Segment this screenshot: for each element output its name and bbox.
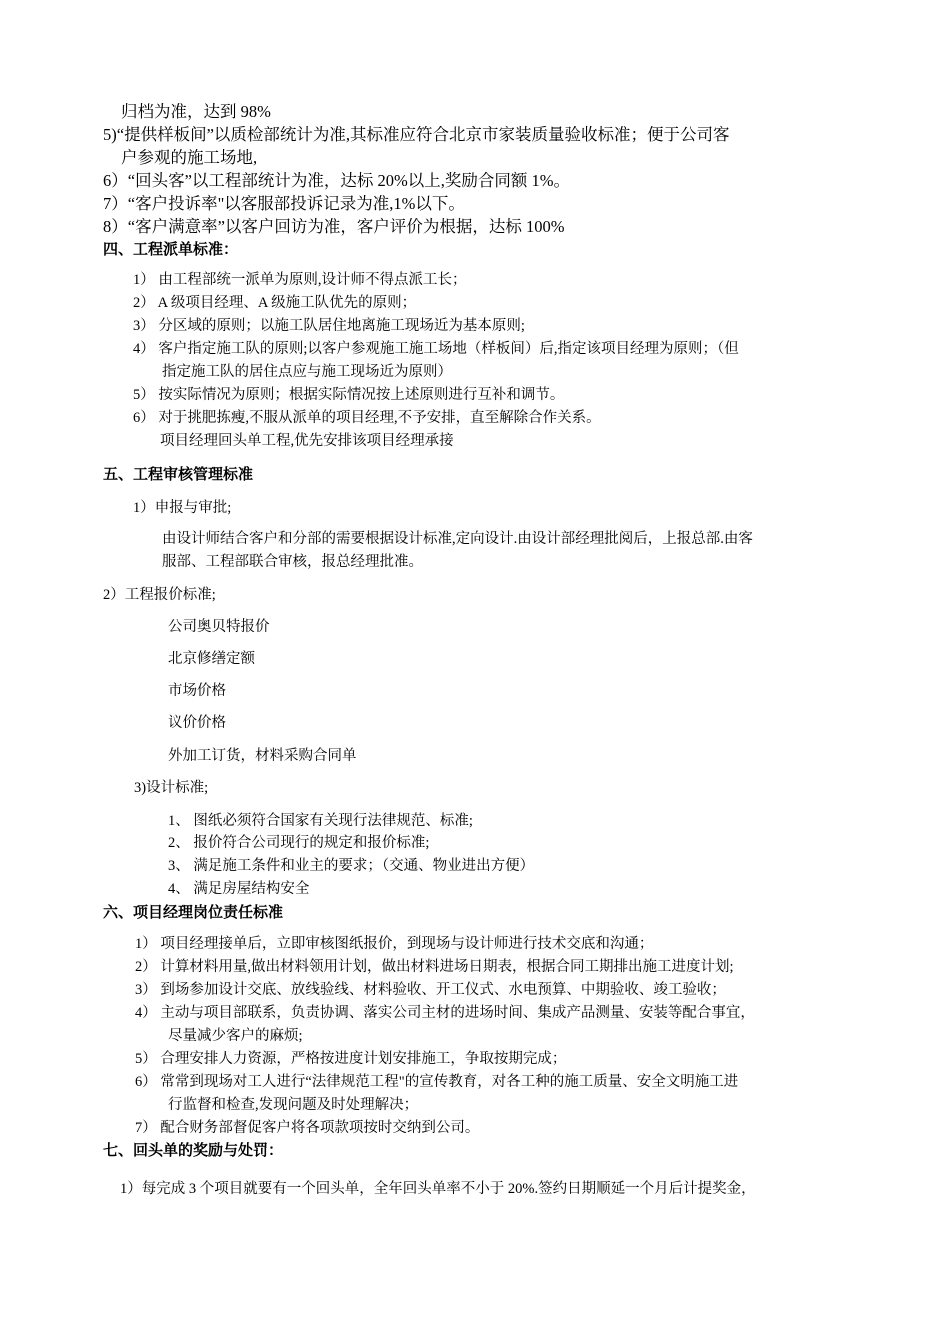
section-5-sub1-body: 由设计师结合客户和分部的需要根据设计标准,定向设计.由设计部经理批阅后，上报总部.由客 — [162, 531, 753, 547]
section-6-item: 1） 项目经理接单后，立即审核图纸报价，到现场与设计师进行技术交底和沟通； — [135, 936, 654, 952]
section-6-item: 5） 合理安排人力资源，严格按进度计划安排施工，争取按期完成； — [135, 1051, 567, 1067]
section-4-item: 3） 分区域的原则；以施工队居住地离施工现场近为基本原则; — [133, 318, 525, 334]
section-4-item: 指定施工队的居住点应与施工现场近为原则） — [162, 364, 452, 380]
section-4-item: 5） 按实际情况为原则；根据实际情况按上述原则进行互补和调节。 — [133, 387, 565, 403]
top-list-item-6: 6）“回头客”以工程部统计为准，达标 20%以上,奖励合同额 1%。 — [103, 171, 571, 190]
section-5-sub3-item: 3、 满足施工条件和业主的要求；（交通、物业进出方便） — [168, 858, 535, 874]
section-6-heading: 六、项目经理岗位责任标准 — [103, 905, 284, 921]
section-6-item: 6） 常常到现场对工人进行“法律规范工程"的宣传教育，对各工种的施工质量、安全文明施工进 — [135, 1074, 739, 1090]
top-list-line: 归档为准，达到 98% — [121, 102, 271, 121]
section-4-heading: 四、工程派单标准： — [103, 242, 239, 258]
section-4-item: 6） 对于挑肥拣瘦,不服从派单的项目经理,不予安排，直至解除合作关系。 — [133, 410, 601, 426]
section-6-item: 2） 计算材料用量,做出材料领用计划，做出材料进场日期表，根据合同工期排出施工进度计划; — [135, 959, 734, 975]
top-list-line: 户参观的施工场地, — [121, 148, 258, 167]
section-7-heading: 七、回头单的奖励与处罚： — [103, 1143, 284, 1159]
section-4-item: 项目经理回头单工程,优先安排该项目经理承接 — [160, 433, 454, 449]
section-6-item: 尽量减少客户的麻烦; — [168, 1028, 303, 1044]
section-6-item: 3） 到场参加设计交底、放线验线、材料验收、开工仪式、水电预算、中期验收、竣工验收； — [135, 982, 726, 998]
section-4-item: 4） 客户指定施工队的原则;以客户参观施工施工场地（样板间）后,指定该项目经理为原则；（但 — [133, 341, 739, 357]
section-4-item: 1） 由工程部统一派单为原则,设计师不得点派工长； — [133, 272, 467, 288]
top-list-item-7: 7）“客户投诉率"以客服部投诉记录为准,1%以下。 — [103, 194, 465, 213]
top-list-item-8: 8）“客户满意率”以客户回访为准，客户评价为根据，达标 100% — [103, 217, 565, 236]
section-5-sub1-title: 1）申报与审批; — [133, 500, 232, 516]
section-5-sub3-item: 4、 满足房屋结构安全 — [168, 881, 310, 897]
section-5-sub1-body: 服部、工程部联合审核，报总经理批准。 — [162, 554, 423, 570]
top-list-item-5: 5)“提供样板间”以质检部统计为准,其标准应符合北京市家装质量验收标准；便于公司客 — [103, 125, 730, 144]
section-6-item: 4） 主动与项目部联系，负责协调、落实公司主材的进场时间、集成产品测量、安装等配合事宜， — [135, 1005, 755, 1021]
section-7-item: 1）每完成 3 个项目就要有一个回头单，全年回头单率不小于 20%.签约日期顺延一个月后计提奖金， — [120, 1181, 756, 1197]
section-5-sub2-item: 公司奥贝特报价 — [168, 619, 270, 635]
section-5-sub2-item: 外加工订货，材料采购合同单 — [168, 748, 357, 764]
section-5-sub3-item: 1、 图纸必须符合国家有关现行法律规范、标准; — [168, 813, 473, 829]
section-5-sub2-item: 市场价格 — [168, 683, 226, 699]
section-5-sub2-item: 北京修缮定额 — [168, 651, 255, 667]
section-6-item: 7） 配合财务部督促客户将各项款项按时交纳到公司。 — [135, 1120, 480, 1136]
section-6-item: 行监督和检查,发现问题及时处理解决； — [168, 1097, 419, 1113]
section-5-sub3-item: 2、 报价符合公司现行的规定和报价标准; — [168, 835, 430, 851]
section-4-item: 2） A 级项目经理、A 级施工队优先的原则； — [133, 295, 417, 311]
section-5-sub2-item: 议价价格 — [168, 715, 226, 731]
section-5-sub2-title: 2）工程报价标准; — [103, 587, 216, 603]
section-5-heading: 五、工程审核管理标准 — [103, 467, 254, 483]
section-5-sub3-title: 3)设计标准; — [134, 780, 209, 796]
